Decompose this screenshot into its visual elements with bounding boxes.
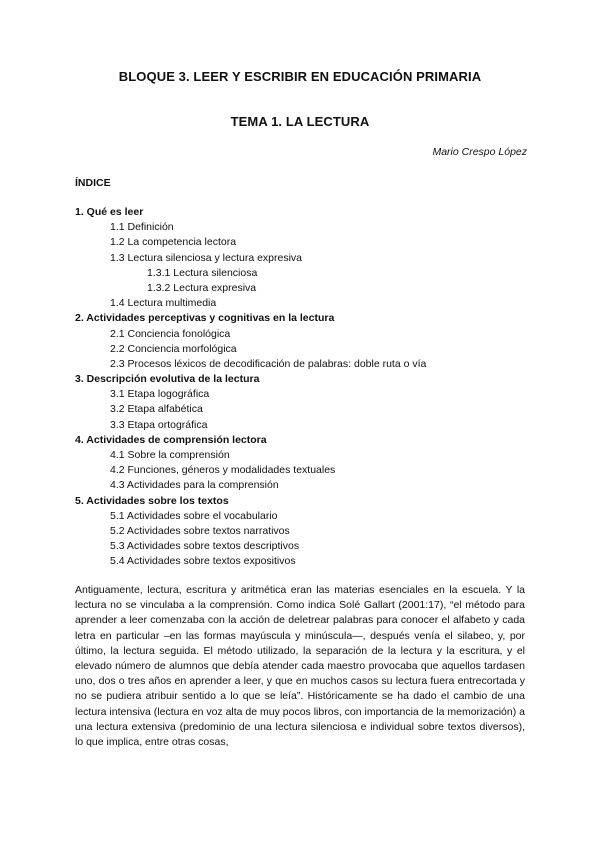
toc-subsection: 3.1 Etapa logográfica [110,388,210,401]
toc-subsection: 1.1 Definición [110,221,174,234]
toc-subsection: 1.2 La competencia lectora [110,236,237,249]
toc-subsection: 2.3 Procesos léxicos de decodificación de palabras: doble ruta o vía [110,357,427,370]
toc-subsection: 5.3 Actividades sobre textos descriptivos [110,540,300,553]
toc-subsection: 3.3 Etapa ortográfica [110,418,208,431]
index-heading: ÍNDICE [75,177,111,189]
toc-subsection: 2.2 Conciencia morfológica [110,342,237,355]
toc-section: 4. Actividades de comprensión lectora [75,433,267,446]
toc-subsection: 3.2 Etapa alfabética [110,403,203,416]
toc-subsection: 5.1 Actividades sobre el vocabulario [110,509,278,522]
toc-subsubsection: 1.3.1 Lectura silenciosa [147,266,258,279]
toc-section: 2. Actividades perceptivas y cognitivas en la lectura [75,312,335,325]
block-title: BLOQUE 3. LEER Y ESCRIBIR EN EDUCACIÓN PRIMARIA [118,69,482,84]
author-name: Mario Crespo López [432,146,527,158]
toc-subsection: 4.2 Funciones, géneros y modalidades textuales [110,464,336,477]
toc-section: 3. Descripción evolutiva de la lectura [75,373,260,386]
toc-subsubsection: 1.3.2 Lectura expresiva [147,281,257,294]
body-paragraph: Antiguamente, lectura, escritura y aritmética eran las materias esenciales en la escuela. Y la lectura no se vinculaba a la comprensión. Como indica Solé Gallart (2001:17), “el método para aprender a leer comenzaba con la acción de deletrear palabras para conocer el alfabeto y cada letra en particular –en las formas mayúscula y minúscula—, después venía el silabeo, y, por último, la lectura seguida. El método utilizado, la separación de la lectura y la escritura, y el elevado número de alumnos que debía atender cada maestro provocaba que aquellos tardasen uno, dos o tres años en aprender a leer, y que en muchos casos su lectura fuera entrecortada y no se pudiera atribuir sentido a lo que se leía”. Históricamente se ha dado el cambio de una lectura intensiva (lectura en voz alta de muy pocos libros, con importancia de la memorización) a una lectura extensiva (predominio de una lectura silenciosa e individual sobre textos diversos), lo que implica, entre otras cosas, [75,584,525,749]
toc-subsection: 1.3 Lectura silenciosa y lectura expresiva [110,251,303,264]
topic-title: TEMA 1. LA LECTURA [230,114,370,129]
table-of-contents [0,205,600,570]
toc-subsection: 5.2 Actividades sobre textos narrativos [110,524,290,537]
toc-subsection: 2.1 Conciencia fonológica [110,327,231,340]
toc-section: 5. Actividades sobre los textos [75,494,229,507]
toc-subsection: 5.4 Actividades sobre textos expositivos [110,555,296,568]
toc-subsection: 4.3 Actividades para la comprensión [110,479,279,492]
toc-subsection: 1.4 Lectura multimedia [110,297,217,310]
toc-section: 1. Qué es leer [75,206,144,218]
toc-subsection: 4.1 Sobre la comprensión [110,449,230,461]
